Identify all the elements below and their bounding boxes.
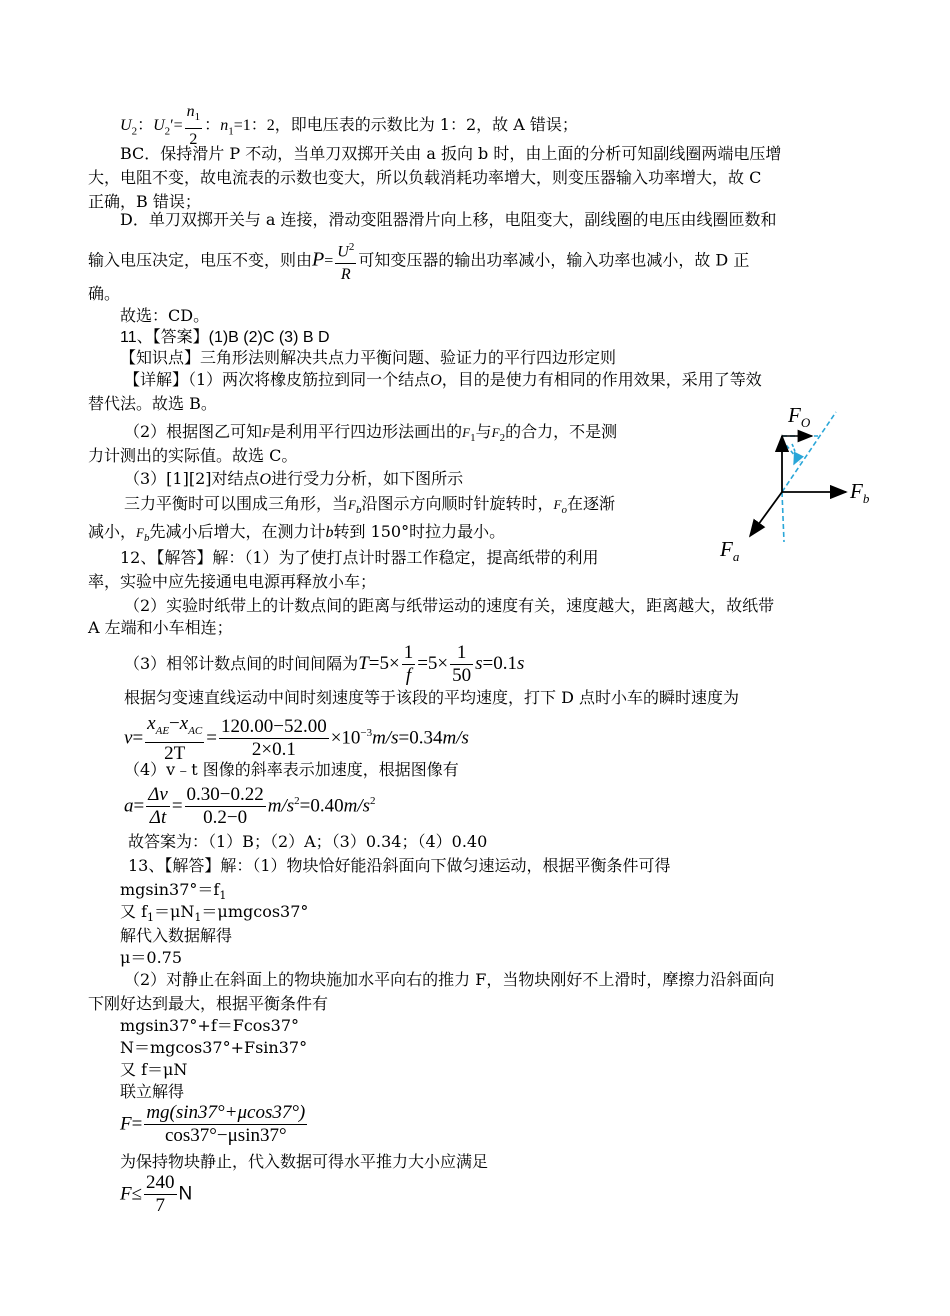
text-line: BC．保持滑片 P 不动，当单刀双掷开关由 a 扳向 b 时，由上面的分析可知副线圈两端电压增: [120, 144, 782, 163]
text-line: N＝mgcos37°+Fsin37°: [120, 1038, 308, 1057]
text-line: （2）根据图乙可知F是利用平行四边形法画出的$F_1$与$F_2$的合力，不是测: [124, 422, 618, 445]
fraction: $\frac{n_1}{2}$: [185, 100, 203, 151]
text-line: 确。: [88, 284, 121, 303]
text-line: μ＝0.75: [120, 948, 183, 967]
label-fa: $F_a$: [720, 537, 740, 564]
label-fb: $F_b$: [850, 479, 870, 506]
power-formula-line: 输入电压决定，电压不变，则由P= $\frac{U^2}{R}$ 可知变压器的输出功率减小，输入功率也减小，故 D 正: [88, 236, 749, 286]
text-line: 13、【解答】解：（1）物块恰好能沿斜面向下做匀速运动，根据平衡条件可得: [128, 856, 671, 875]
force-inequality: F≤ $\frac{240}{7}$ N: [120, 1172, 193, 1216]
text-line: 为保持物块静止，代入数据可得水平推力大小应满足: [120, 1152, 489, 1171]
text-line: D．单刀双掷开关与 a 连接，滑动变阻器滑片向上移，电阻变大，副线圈的电压由线圈匝数和: [120, 210, 777, 229]
label-fo: $F_O$: [788, 403, 811, 430]
text-line: 三力平衡时可以围成三角形，当$F_b$沿图示方向顺时针旋转时，$F_o$在逐渐: [124, 494, 615, 517]
time-interval-formula: （3）相邻计数点间的时间间隔为T=5× $\frac{1}{f}$ =5× $\frac{1}{50}$ s=0.1s: [124, 642, 525, 686]
text-line: 率，实验中应先接通电电源再释放小车；: [88, 572, 377, 591]
dashed-line: [782, 492, 784, 542]
knowledge-line: 【知识点】三角形法则解决共点力平衡问题、验证力的平行四边形定则: [120, 348, 617, 367]
text-line: （3）[1][2]对结点O进行受力分析，如下图所示: [124, 469, 464, 488]
text-line: 【详解】（1）两次将橡皮筋拉到同一个结点O，目的是使力有相同的作用效果，采用了等效: [124, 370, 762, 389]
ratio-line: $U_2$：$U_2'=$ $\frac{n_1}{2}$ ：$n_1=1$：2，即电压表的示数比为 1：2，故 A 错误；: [120, 100, 578, 151]
text-line: 解代入数据解得: [120, 926, 233, 945]
text-line: 大，电阻不变，故电流表的示数也变大，所以负载消耗功率增大，则变压器输入功率增大，故 C: [88, 168, 762, 187]
text-line: mgsin37°+f＝Fcos37°: [120, 1016, 300, 1035]
text-line: 联立解得: [120, 1082, 185, 1101]
acceleration-formula: a= $\frac{\Delta v}{\Delta t}$ = $\frac{0.30-0.22}{0.2-0}$ $m/s^2=0.40m/s^2$: [124, 784, 376, 828]
answer-line: 11、【答案】(1)B (2)C (3) B D: [120, 329, 330, 346]
text-line: （2）对静止在斜面上的物块施加水平向右的推力 F，当物块刚好不上滑时，摩擦力沿斜面向: [124, 970, 775, 989]
velocity-formula: v= $\frac{x_{AE}-x_{AC}}{2T}$ = $\frac{120.00-52.00}{2\times 0.1}$ $\times 10^{-3}m/s=0.34m/s$: [124, 713, 469, 764]
text-line: 减小，$F_b$先减小后增大，在测力计b转到 150°时拉力最小。: [88, 522, 506, 545]
dashed-line: [782, 440, 800, 462]
text-line: 故选：CD。: [120, 306, 210, 325]
force-a-arrow: [750, 492, 782, 536]
text-line: 下刚好达到最大，根据平衡条件有: [88, 994, 329, 1013]
text-line: 替代法。故选 B。: [88, 394, 217, 413]
text-line: 又 $f_1=\mu N_1=\mu mgcos37^\circ$: [120, 902, 309, 925]
force-formula: F= $\frac{mg(\sin 37^\circ+\mu\cos 37^\circ)}{\cos 37^\circ-\mu\sin 37^\circ}$: [120, 1102, 306, 1146]
text-line: 又 f＝μN: [120, 1060, 188, 1079]
text-line: 故答案为：（1）B；（2）A；（3）0.34；（4）0.40: [128, 832, 488, 851]
text-line: $mgsin37^\circ=f_1$: [120, 880, 227, 903]
text-line: （2）实验时纸带上的计数点间的距离与纸带运动的速度有关，速度越大，距离越大，故纸带: [124, 596, 775, 615]
text-line: A 左端和小车相连；: [88, 618, 233, 637]
text-line: 正确，B 错误；: [88, 192, 201, 211]
text-line: 12、【解答】解：（1）为了使打点计时器工作稳定，提高纸带的利用: [120, 548, 599, 567]
text-line: 根据匀变速直线运动中间时刻速度等于该段的平均速度，打下 D 点时小车的瞬时速度为: [124, 688, 740, 707]
text-line: （4）v﹣t 图像的斜率表示加速度，根据图像有: [124, 760, 459, 779]
text-line: 力计测出的实际值。故选 C。: [88, 446, 298, 465]
force-diagram: [700, 400, 890, 570]
